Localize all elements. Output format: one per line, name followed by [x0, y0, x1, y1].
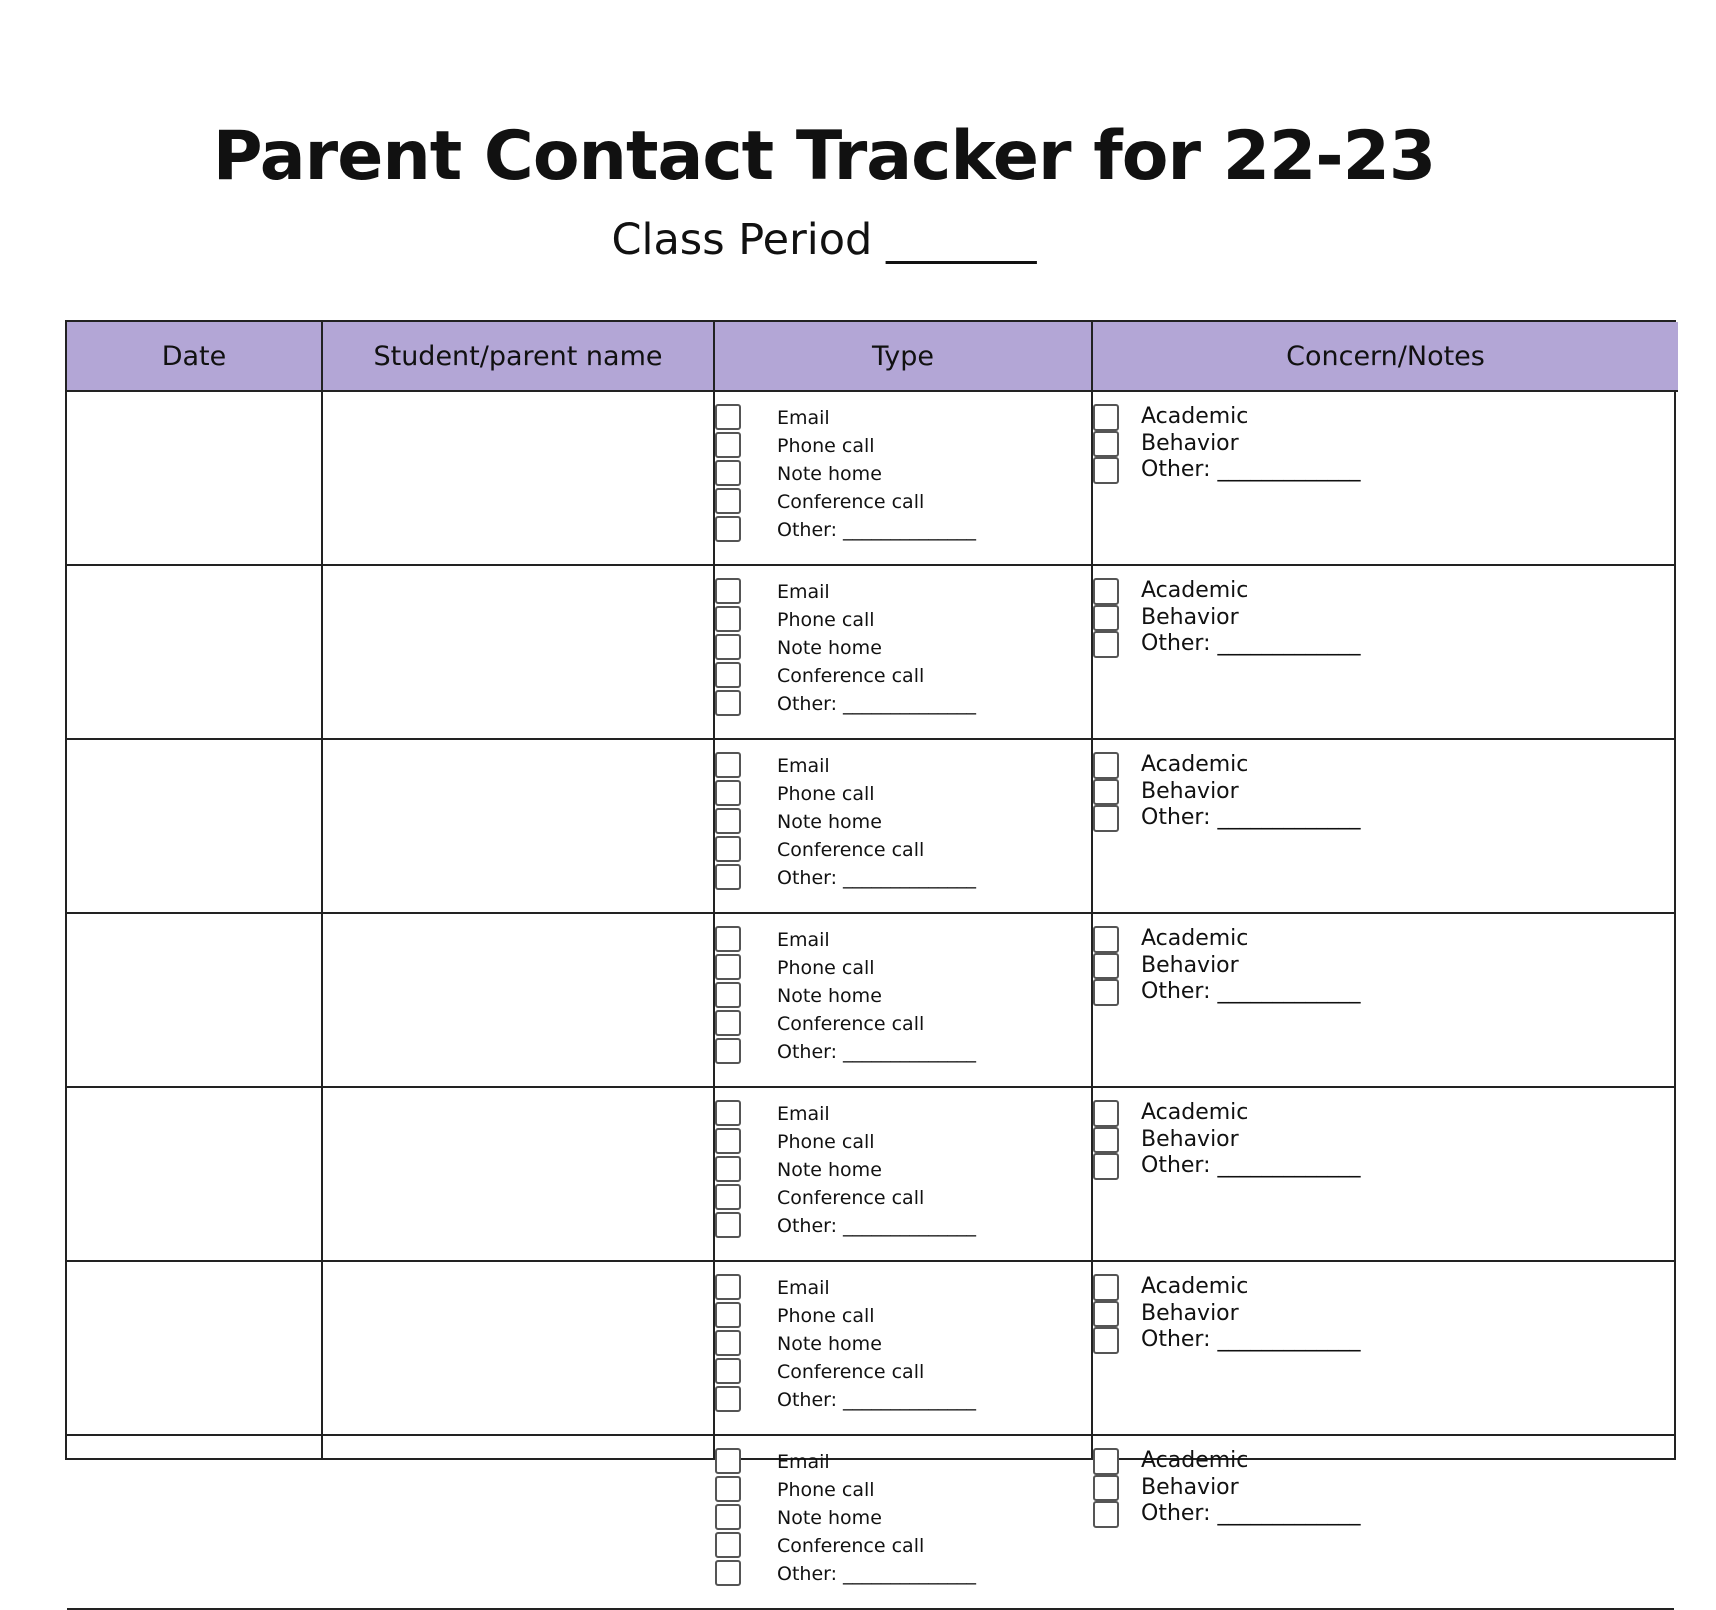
- concern-option: [1093, 1301, 1653, 1328]
- type-checkbox[interactable]: [715, 690, 741, 716]
- concern-option: [1093, 926, 1653, 953]
- concern-checkbox[interactable]: [1093, 953, 1119, 980]
- type-option-label: Email: [777, 1103, 830, 1125]
- concern-checkbox[interactable]: [1093, 631, 1119, 658]
- type-checkbox[interactable]: [715, 1476, 741, 1502]
- concern-option: [1093, 1100, 1653, 1127]
- type-option-label: Email: [777, 581, 830, 603]
- type-checkbox[interactable]: [715, 1386, 741, 1412]
- type-option-label: Note home: [777, 1507, 882, 1529]
- type-option-label: Email: [777, 1451, 830, 1473]
- concern-option: [1093, 1501, 1653, 1528]
- type-option: [715, 982, 1085, 1010]
- concern-option: [1093, 979, 1653, 1006]
- type-option: [715, 1386, 1085, 1414]
- type-option: [715, 808, 1085, 836]
- type-option-label: Other: ______________: [777, 1215, 977, 1237]
- concern-option: [1093, 457, 1653, 484]
- type-option-label: Phone call: [777, 435, 875, 457]
- concern-checkbox[interactable]: [1093, 431, 1119, 458]
- type-option-label: Phone call: [777, 609, 875, 631]
- concern-option-label: Other: _____________: [1141, 1501, 1361, 1526]
- type-option: [715, 460, 1085, 488]
- student-parent-name-cell[interactable]: [323, 914, 713, 1086]
- table-row: [67, 1436, 1674, 1610]
- type-option-label: Note home: [777, 1333, 882, 1355]
- concern-notes-cell: [1093, 1100, 1653, 1180]
- type-checkbox[interactable]: [715, 1358, 741, 1384]
- type-checkbox[interactable]: [715, 808, 741, 834]
- concern-notes-cell: [1093, 404, 1653, 484]
- type-option-label: Email: [777, 407, 830, 429]
- type-checkbox[interactable]: [715, 954, 741, 980]
- type-checkbox[interactable]: [715, 432, 741, 458]
- type-cell: [715, 752, 1085, 892]
- type-option-label: Phone call: [777, 783, 875, 805]
- concern-option: [1093, 578, 1653, 605]
- type-option: [715, 488, 1085, 516]
- concern-option-label: Academic: [1141, 404, 1249, 429]
- type-option: [715, 634, 1085, 662]
- concern-option-label: Academic: [1141, 1448, 1249, 1473]
- type-option: [715, 864, 1085, 892]
- concern-checkbox[interactable]: [1093, 805, 1119, 832]
- type-checkbox[interactable]: [715, 404, 741, 430]
- type-option: [715, 690, 1085, 718]
- type-option-label: Other: ______________: [777, 1041, 977, 1063]
- concern-option-label: Academic: [1141, 926, 1249, 951]
- type-option: [715, 752, 1085, 780]
- type-option-label: Email: [777, 755, 830, 777]
- column-divider: [1091, 322, 1093, 1458]
- student-parent-name-cell[interactable]: [323, 740, 713, 912]
- date-cell[interactable]: [67, 392, 321, 564]
- type-option: [715, 1212, 1085, 1240]
- type-checkbox[interactable]: [715, 1128, 741, 1154]
- type-option-label: Email: [777, 929, 830, 951]
- concern-option-label: Behavior: [1141, 952, 1239, 978]
- type-option: [715, 926, 1085, 954]
- type-checkbox[interactable]: [715, 516, 741, 542]
- type-option: [715, 1156, 1085, 1184]
- type-option: [715, 1448, 1085, 1476]
- type-checkbox[interactable]: [715, 1100, 741, 1126]
- type-option-label: Phone call: [777, 1305, 875, 1327]
- type-checkbox[interactable]: [715, 488, 741, 514]
- date-cell[interactable]: [67, 566, 321, 738]
- concern-option: [1093, 779, 1653, 806]
- type-option-label: Other: ______________: [777, 1389, 977, 1411]
- concern-option-label: Behavior: [1141, 778, 1239, 804]
- type-checkbox[interactable]: [715, 1560, 741, 1586]
- type-checkbox[interactable]: [715, 836, 741, 862]
- type-option: [715, 404, 1085, 432]
- type-option: [715, 578, 1085, 606]
- date-cell[interactable]: [67, 1088, 321, 1260]
- type-option: [715, 516, 1085, 544]
- type-checkbox[interactable]: [715, 460, 741, 486]
- table-row: [67, 566, 1674, 740]
- table-row: [67, 914, 1674, 1088]
- concern-option-label: Other: _____________: [1141, 979, 1361, 1004]
- type-option-label: Phone call: [777, 957, 875, 979]
- type-option-label: Other: ______________: [777, 1563, 977, 1585]
- type-option-label: Other: ______________: [777, 519, 977, 541]
- type-option: [715, 1504, 1085, 1532]
- type-option: [715, 1010, 1085, 1038]
- student-parent-name-cell[interactable]: [323, 1436, 713, 1608]
- concern-checkbox[interactable]: [1093, 979, 1119, 1006]
- concern-notes-cell: [1093, 578, 1653, 658]
- type-checkbox[interactable]: [715, 926, 741, 952]
- type-cell: [715, 404, 1085, 544]
- table-row: [67, 392, 1674, 566]
- concern-option: [1093, 1327, 1653, 1354]
- type-option-label: Conference call: [777, 491, 925, 513]
- type-option: [715, 1274, 1085, 1302]
- column-header-type: Type: [715, 322, 1091, 392]
- type-cell: [715, 1274, 1085, 1414]
- type-checkbox[interactable]: [715, 1302, 741, 1328]
- type-option-label: Phone call: [777, 1479, 875, 1501]
- concern-option-label: Behavior: [1141, 1474, 1239, 1500]
- concern-checkbox[interactable]: [1093, 752, 1119, 779]
- concern-checkbox[interactable]: [1093, 1153, 1119, 1180]
- type-option-label: Conference call: [777, 665, 925, 687]
- type-checkbox[interactable]: [715, 1448, 741, 1474]
- type-option: [715, 1330, 1085, 1358]
- type-cell: [715, 1448, 1085, 1588]
- type-cell: [715, 578, 1085, 718]
- type-option: [715, 1560, 1085, 1588]
- concern-option: [1093, 953, 1653, 980]
- concern-checkbox[interactable]: [1093, 1327, 1119, 1354]
- table-row: [67, 1088, 1674, 1262]
- type-option-label: Note home: [777, 637, 882, 659]
- column-divider: [321, 322, 323, 1458]
- concern-checkbox[interactable]: [1093, 1501, 1119, 1528]
- type-option-label: Conference call: [777, 839, 925, 861]
- concern-notes-cell: [1093, 752, 1653, 832]
- concern-option-label: Behavior: [1141, 430, 1239, 456]
- type-checkbox[interactable]: [715, 1156, 741, 1182]
- table-row: [67, 740, 1674, 914]
- concern-checkbox[interactable]: [1093, 1127, 1119, 1154]
- type-option-label: Conference call: [777, 1187, 925, 1209]
- concern-checkbox[interactable]: [1093, 1475, 1119, 1502]
- student-parent-name-cell[interactable]: [323, 392, 713, 564]
- type-option-label: Note home: [777, 463, 882, 485]
- concern-option: [1093, 1475, 1653, 1502]
- concern-checkbox[interactable]: [1093, 1100, 1119, 1127]
- date-cell[interactable]: [67, 1436, 321, 1608]
- concern-option-label: Other: _____________: [1141, 1327, 1361, 1352]
- class-period-field: Class Period _______: [611, 215, 1037, 265]
- type-checkbox[interactable]: [715, 1330, 741, 1356]
- type-checkbox[interactable]: [715, 634, 741, 660]
- contact-tracker-table: [65, 320, 1676, 1585]
- concern-option-label: Other: _____________: [1141, 1153, 1361, 1178]
- type-option-label: Other: ______________: [777, 867, 977, 889]
- concern-option-label: Academic: [1141, 578, 1249, 603]
- type-option: [715, 606, 1085, 634]
- column-header-concern-notes: Concern/Notes: [1093, 322, 1678, 392]
- concern-option-label: Other: _____________: [1141, 805, 1361, 830]
- concern-option-label: Behavior: [1141, 1300, 1239, 1326]
- type-checkbox[interactable]: [715, 982, 741, 1008]
- type-checkbox[interactable]: [715, 1504, 741, 1530]
- type-option-label: Email: [777, 1277, 830, 1299]
- type-checkbox[interactable]: [715, 606, 741, 632]
- concern-option-label: Other: _____________: [1141, 631, 1361, 656]
- type-checkbox[interactable]: [715, 1038, 741, 1064]
- concern-checkbox[interactable]: [1093, 1448, 1119, 1475]
- concern-option: [1093, 1448, 1653, 1475]
- type-option: [715, 1532, 1085, 1560]
- type-option: [715, 836, 1085, 864]
- concern-option: [1093, 431, 1653, 458]
- type-option: [715, 1476, 1085, 1504]
- concern-option: [1093, 1274, 1653, 1301]
- type-option: [715, 1358, 1085, 1386]
- type-option: [715, 1128, 1085, 1156]
- concern-option: [1093, 631, 1653, 658]
- type-option-label: Note home: [777, 1159, 882, 1181]
- student-parent-name-cell[interactable]: [323, 566, 713, 738]
- column-divider: [713, 322, 715, 1458]
- type-option: [715, 432, 1085, 460]
- type-option: [715, 1302, 1085, 1330]
- type-option: [715, 1184, 1085, 1212]
- type-option-label: Conference call: [777, 1013, 925, 1035]
- concern-option-label: Academic: [1141, 752, 1249, 777]
- type-checkbox[interactable]: [715, 1532, 741, 1558]
- concern-option: [1093, 805, 1653, 832]
- student-parent-name-cell[interactable]: [323, 1088, 713, 1260]
- type-checkbox[interactable]: [715, 780, 741, 806]
- column-header-student-parent-name: Student/parent name: [323, 322, 713, 392]
- concern-option-label: Academic: [1141, 1274, 1249, 1299]
- type-cell: [715, 1100, 1085, 1240]
- type-option-label: Phone call: [777, 1131, 875, 1153]
- concern-notes-cell: [1093, 1448, 1653, 1528]
- type-option: [715, 954, 1085, 982]
- concern-checkbox[interactable]: [1093, 926, 1119, 953]
- page-title: Parent Contact Tracker for 22-23: [212, 117, 1436, 196]
- concern-option-label: Other: _____________: [1141, 457, 1361, 482]
- concern-checkbox[interactable]: [1093, 1301, 1119, 1328]
- type-option: [715, 662, 1085, 690]
- concern-option-label: Behavior: [1141, 604, 1239, 630]
- concern-notes-cell: [1093, 926, 1653, 1006]
- type-option: [715, 780, 1085, 808]
- date-cell[interactable]: [67, 914, 321, 1086]
- concern-checkbox[interactable]: [1093, 1274, 1119, 1301]
- concern-option-label: Behavior: [1141, 1126, 1239, 1152]
- type-option-label: Conference call: [777, 1535, 925, 1557]
- concern-option: [1093, 1153, 1653, 1180]
- type-option-label: Other: ______________: [777, 693, 977, 715]
- type-option-label: Note home: [777, 985, 882, 1007]
- date-cell[interactable]: [67, 1262, 321, 1434]
- date-cell[interactable]: [67, 740, 321, 912]
- type-checkbox[interactable]: [715, 662, 741, 688]
- column-header-date: Date: [67, 322, 321, 392]
- type-checkbox[interactable]: [715, 1212, 741, 1238]
- type-checkbox[interactable]: [715, 864, 741, 890]
- concern-checkbox[interactable]: [1093, 457, 1119, 484]
- table-row: [67, 1262, 1674, 1436]
- concern-option: [1093, 752, 1653, 779]
- concern-option: [1093, 605, 1653, 632]
- concern-option: [1093, 1127, 1653, 1154]
- type-option: [715, 1100, 1085, 1128]
- concern-option-label: Academic: [1141, 1100, 1249, 1125]
- student-parent-name-cell[interactable]: [323, 1262, 713, 1434]
- type-checkbox[interactable]: [715, 1274, 741, 1300]
- concern-checkbox[interactable]: [1093, 605, 1119, 632]
- concern-checkbox[interactable]: [1093, 779, 1119, 806]
- type-checkbox[interactable]: [715, 752, 741, 778]
- type-cell: [715, 926, 1085, 1066]
- type-option: [715, 1038, 1085, 1066]
- concern-checkbox[interactable]: [1093, 578, 1119, 605]
- type-checkbox[interactable]: [715, 1010, 741, 1036]
- concern-option: [1093, 404, 1653, 431]
- concern-checkbox[interactable]: [1093, 404, 1119, 431]
- type-option-label: Conference call: [777, 1361, 925, 1383]
- type-option-label: Note home: [777, 811, 882, 833]
- concern-notes-cell: [1093, 1274, 1653, 1354]
- type-checkbox[interactable]: [715, 578, 741, 604]
- type-checkbox[interactable]: [715, 1184, 741, 1210]
